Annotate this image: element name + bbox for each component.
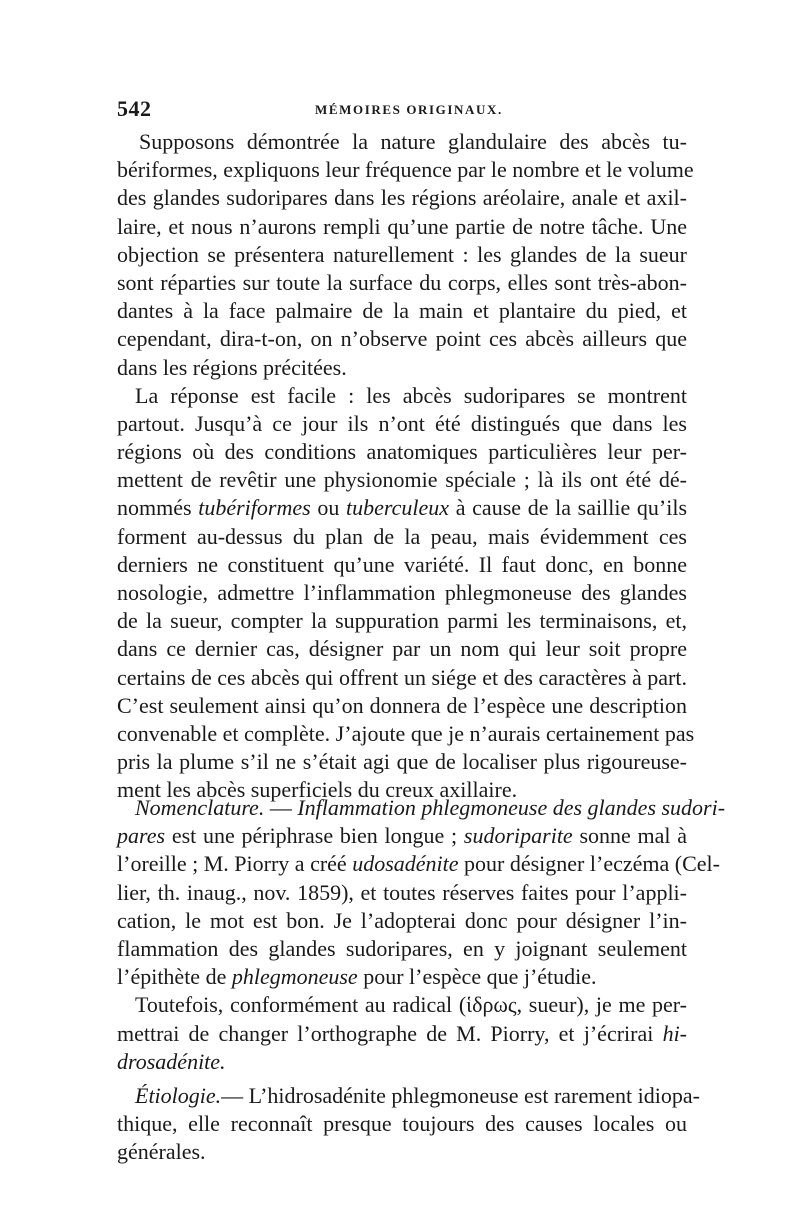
text-line-mixed bbox=[117, 794, 726, 822]
text-line: Toutefois, conformément au radical (ἱδρως, sueur), je me per- bbox=[135, 992, 687, 1018]
text-line: derniers ne constituent qu’une variété. Il faut donc, en bonne bbox=[117, 551, 687, 577]
text-line: lier, th. inaug., nov. 1859), et toutes réserves faites pour l’appli- bbox=[117, 879, 687, 905]
text-line: La réponse est facile : les abcès sudoripares se montrent bbox=[135, 382, 687, 408]
text-line: flammation des glandes sudoripares, en y joignant seulement bbox=[117, 935, 687, 961]
text-line-mixed bbox=[117, 850, 720, 878]
text-line: mettent de revêtir une physionomie spéciale ; là ils ont été dé- bbox=[117, 467, 687, 493]
text-line: dans ce dernier cas, désigner par un nom qui leur soit propre bbox=[117, 636, 687, 662]
italic-term: tuberculeux bbox=[346, 495, 450, 521]
text-line: cation, le mot est bon. Je l’adopterai donc pour désigner l’in- bbox=[117, 907, 687, 933]
text-line: C’est seulement ainsi qu’on donnera de l’espèce une description bbox=[117, 692, 687, 718]
paragraph-group-nomenclature bbox=[117, 794, 726, 1076]
text-line: dans les régions précitées. bbox=[117, 354, 347, 380]
italic-term: sudoriparite bbox=[463, 823, 573, 849]
italic-term: drosadénite. bbox=[117, 1048, 226, 1074]
section-heading: Nomenclature. bbox=[135, 795, 265, 820]
text-run: sonne mal à bbox=[579, 823, 687, 849]
italic-term: hi- bbox=[662, 1020, 688, 1046]
text-line-mixed bbox=[117, 822, 687, 850]
text-line: bériformes, expliquons leur fréquence par le nombre et le volume bbox=[117, 157, 694, 183]
text-line-mixed bbox=[117, 1048, 687, 1076]
text-line: thique, elle reconnaît presque toujours des causes locales ou bbox=[117, 1111, 687, 1137]
paragraph-group-etiology bbox=[117, 1082, 700, 1167]
text-line: ment les abcès superficiels du creux axillaire. bbox=[117, 777, 518, 803]
italic-term: tubériformes bbox=[198, 495, 311, 521]
text-line-mixed bbox=[117, 963, 687, 991]
text-line: pris la plume s’il ne s’était agi que de localiser plus rigoureuse- bbox=[117, 749, 687, 775]
page-header bbox=[117, 96, 687, 122]
text-run: mettrai de changer l’orthographe de M. Piorry, et j’écrirai bbox=[117, 1020, 654, 1046]
text-run: nommés bbox=[117, 495, 192, 521]
text-line: dantes à la face palmaire de la main et plantaire du pied, et bbox=[117, 298, 687, 324]
text-line: des glandes sudoripares dans les régions aréolaire, anale et axil- bbox=[117, 185, 687, 211]
text-line: Supposons démontrée la nature glandulaire des abcès tu- bbox=[139, 129, 687, 154]
italic-term: phlegmoneuse bbox=[231, 964, 358, 990]
section-heading: Étiologie. bbox=[135, 1083, 222, 1108]
italic-term: Inflammation phlegmoneuse des glandes sudori- bbox=[297, 795, 726, 820]
text-line: sont réparties sur toute la surface du corps, elles sont très-abon- bbox=[117, 269, 687, 295]
text-line-mixed bbox=[117, 1020, 687, 1048]
text-line: objection se présentera naturellement : les glandes de la sueur bbox=[117, 241, 687, 267]
text-line: régions où des conditions anatomiques particulières leur per- bbox=[117, 439, 687, 465]
running-title: MÉMOIRES ORIGINAUX. bbox=[315, 102, 503, 117]
text-run: l’épithète de bbox=[117, 964, 227, 990]
text-run: — bbox=[269, 795, 292, 820]
text-line: partout. Jusqu’à ce jour ils n’ont été distingués que dans les bbox=[117, 410, 687, 436]
italic-term: pares bbox=[117, 823, 166, 849]
text-run: est une périphrase bien longue ; bbox=[171, 823, 458, 849]
text-line-mixed bbox=[117, 494, 687, 522]
text-line: convenable et complète. J’ajoute que je n’aurais certainement pas bbox=[117, 720, 695, 746]
text-line: laire, et nous n’aurons rempli qu’une partie de notre tâche. Une bbox=[117, 213, 687, 239]
italic-term: udosadénite bbox=[352, 851, 459, 877]
text-line-mixed bbox=[117, 1082, 700, 1110]
text-line: de la sueur, compter la suppuration parmi les terminaisons, et, bbox=[117, 608, 687, 634]
text-run: ou bbox=[317, 495, 340, 521]
text-run: l’oreille ; M. Piorry a créé bbox=[117, 851, 347, 877]
text-line: générales. bbox=[117, 1139, 206, 1165]
text-line: forment au-dessus du plan de la peau, mais évidemment ces bbox=[117, 523, 687, 549]
text-line: nosologie, admettre l’inflammation phlegmoneuse des glandes bbox=[117, 580, 687, 605]
text-run: — L’hidrosadénite phlegmoneuse est rarement idiopa- bbox=[221, 1083, 700, 1108]
text-line: certains de ces abcès qui offrent un siége et des caractères à part. bbox=[117, 664, 687, 690]
paragraph-group-main bbox=[117, 128, 695, 805]
page-number: 542 bbox=[117, 96, 152, 121]
text-run: à cause de la saillie qu’ils bbox=[455, 495, 687, 521]
text-run: pour l’espèce que j’étudie. bbox=[363, 964, 597, 990]
text-run: pour désigner l’eczéma (Cel- bbox=[464, 851, 720, 877]
text-line: cependant, dira-t-on, on n’observe point ces abcès ailleurs que bbox=[117, 326, 687, 352]
